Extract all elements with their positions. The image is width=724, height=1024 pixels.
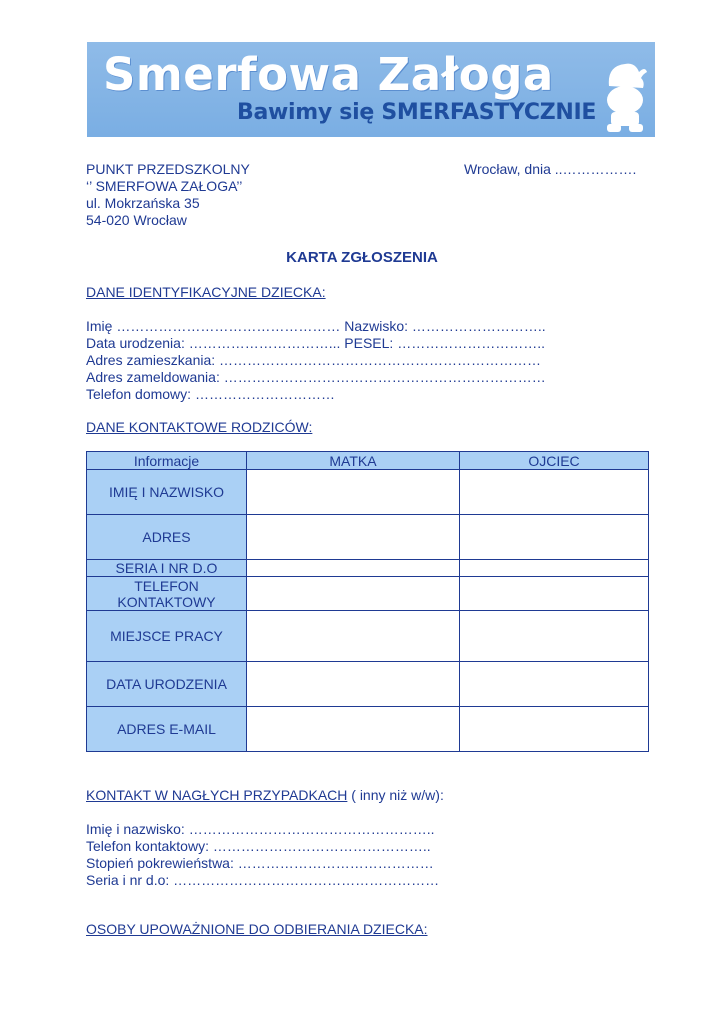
father-phone-cell[interactable]: [460, 577, 649, 611]
mother-address-cell[interactable]: [247, 515, 460, 560]
emergency-heading-note: ( inny niż w/w):: [347, 787, 444, 803]
father-id-cell[interactable]: [460, 560, 649, 577]
table-header-row: [87, 452, 649, 470]
mother-workplace-cell[interactable]: [247, 611, 460, 662]
table-row: [87, 470, 649, 515]
authorized-section-heading: OSOBY UPOWAŻNIONE DO ODBIERANIA DZIECKA:: [86, 921, 428, 937]
table-row: [87, 707, 649, 752]
father-address-cell[interactable]: [460, 515, 649, 560]
table-row: [87, 662, 649, 707]
row-label-email: ADRES E-MAIL: [87, 707, 247, 752]
form-title: KARTA ZGŁOSZENIA: [286, 249, 438, 266]
emergency-relation-line: Stopień pokrewieństwa: ……………………………………: [86, 855, 434, 871]
father-name-cell[interactable]: [460, 470, 649, 515]
column-header-father: OJCIEC: [460, 452, 649, 470]
child-residence-line: Adres zamieszkania: ……………………………………………………………: [86, 352, 542, 368]
child-registration-line: Adres zameldowania: ……………………………………………………………: [86, 369, 546, 385]
father-workplace-cell[interactable]: [460, 611, 649, 662]
row-label-name: IMIĘ I NAZWISKO: [87, 470, 247, 515]
table-row: [87, 577, 649, 611]
parents-table: [86, 451, 649, 752]
child-name-line: Imię ………………………………………… Nazwisko: ………………………..: [86, 318, 546, 334]
emergency-phone-line: Telefon kontaktowy: ………………………………………..: [86, 838, 431, 854]
mother-birthdate-cell[interactable]: [247, 662, 460, 707]
father-email-cell[interactable]: [460, 707, 649, 752]
child-birth-line: Data urodzenia: …………………………... PESEL: …………………………..: [86, 335, 545, 351]
child-phone-line: Telefon domowy: …………………………: [86, 386, 335, 402]
banner-title: Smerfowa Załoga: [103, 48, 554, 101]
mother-phone-cell[interactable]: [247, 577, 460, 611]
row-label-phone: TELEFON KONTAKTOWY: [87, 577, 247, 611]
row-label-id-number: SERIA I NR D.O: [87, 560, 247, 577]
mother-email-cell[interactable]: [247, 707, 460, 752]
org-city: 54-020 Wrocław: [86, 212, 187, 228]
mother-name-cell[interactable]: [247, 470, 460, 515]
emergency-section-heading: [86, 787, 444, 804]
table-row: [87, 560, 649, 577]
org-name: PUNKT PRZEDSZKOLNY: [86, 161, 250, 177]
emergency-id-line: Seria i nr d.o: …………………………………………………: [86, 872, 440, 888]
smurf-icon: [595, 60, 651, 134]
emergency-name-line: Imię i nazwisko: ……………………………………………..: [86, 821, 435, 837]
table-row: [87, 515, 649, 560]
row-label-address: ADRES: [87, 515, 247, 560]
row-label-birthdate: DATA URODZENIA: [87, 662, 247, 707]
child-section-heading: DANE IDENTYFIKACYJNE DZIECKA:: [86, 284, 326, 300]
column-header-mother: MATKA: [247, 452, 460, 470]
column-header-info: Informacje: [87, 452, 247, 470]
mother-id-cell[interactable]: [247, 560, 460, 577]
banner-subtitle: Bawimy się SMERFASTYCZNIE: [237, 100, 597, 125]
header-banner: [87, 42, 655, 137]
table-row: [87, 611, 649, 662]
org-name-quoted: ‘’ SMERFOWA ZAŁOGA’’: [86, 178, 243, 194]
emergency-heading-text: KONTAKT W NAGŁYCH PRZYPADKACH: [86, 787, 348, 803]
row-label-workplace: MIEJSCE PRACY: [87, 611, 247, 662]
org-street: ul. Mokrzańska 35: [86, 195, 200, 211]
father-birthdate-cell[interactable]: [460, 662, 649, 707]
parents-section-heading: DANE KONTAKTOWE RODZICÓW:: [86, 419, 313, 435]
date-field: Wrocław, dnia ..…………….: [464, 161, 637, 177]
